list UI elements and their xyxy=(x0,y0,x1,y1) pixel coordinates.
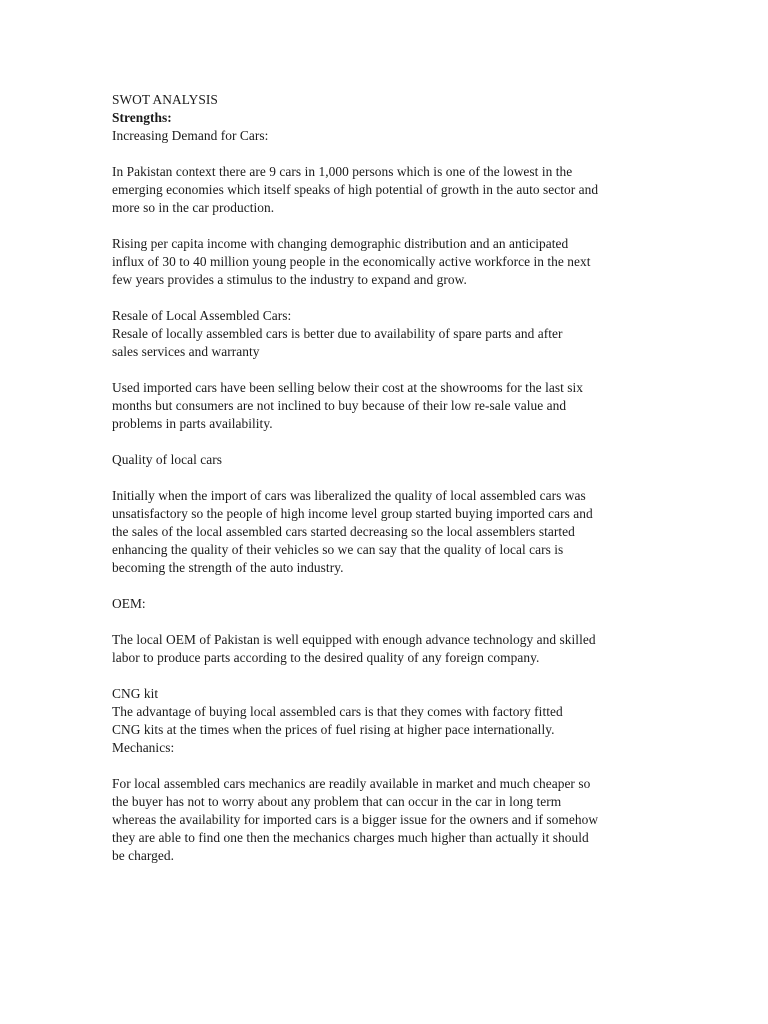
text-line: they are able to find one then the mechanics charges much higher than actually it should xyxy=(112,830,589,845)
text-line: Initially when the import of cars was liberalized the quality of local assembled cars was xyxy=(112,488,586,503)
text-line: emerging economies which itself speaks of high potential of growth in the auto sector and xyxy=(112,182,599,197)
paragraph xyxy=(112,631,662,667)
text-line: In Pakistan context there are 9 cars in 1,000 persons which is one of the lowest in the xyxy=(112,164,573,179)
text-line: becoming the strength of the auto industry. xyxy=(112,560,344,575)
strengths-heading: Strengths: xyxy=(112,110,172,125)
text-line: For local assembled cars mechanics are readily available in market and much cheaper so xyxy=(112,776,591,791)
paragraph xyxy=(112,487,662,577)
text-line: CNG kits at the times when the prices of fuel rising at higher pace internationally. xyxy=(112,722,555,737)
text-line: Rising per capita income with changing demographic distribution and an anticipated xyxy=(112,236,569,251)
text-line: enhancing the quality of their vehicles so we can say that the quality of local cars is xyxy=(112,542,564,557)
text-line: Used imported cars have been selling below their cost at the showrooms for the last six xyxy=(112,380,584,395)
section-heading-oem: OEM: xyxy=(112,596,146,611)
section-heading-mechanics: Mechanics: xyxy=(112,740,175,755)
text-line: The advantage of buying local assembled cars is that they comes with factory fitted xyxy=(112,704,563,719)
paragraph xyxy=(112,163,662,217)
text-line: be charged. xyxy=(112,848,175,863)
paragraph xyxy=(112,703,662,739)
document-page xyxy=(112,91,662,865)
paragraph xyxy=(112,325,662,361)
section-heading-demand: Increasing Demand for Cars: xyxy=(112,128,269,143)
text-line: the buyer has not to worry about any problem that can occur in the car in long term xyxy=(112,794,562,809)
text-line: few years provides a stimulus to the industry to expand and grow. xyxy=(112,272,467,287)
document-title: SWOT ANALYSIS xyxy=(112,92,218,107)
paragraph xyxy=(112,235,662,289)
text-line: The local OEM of Pakistan is well equipped with enough advance technology and skilled xyxy=(112,632,596,647)
text-line: influx of 30 to 40 million young people in the economically active workforce in the next xyxy=(112,254,591,269)
text-line: labor to produce parts according to the desired quality of any foreign company. xyxy=(112,650,540,665)
section-heading-resale: Resale of Local Assembled Cars: xyxy=(112,308,292,323)
text-line: sales services and warranty xyxy=(112,344,260,359)
text-line: problems in parts availability. xyxy=(112,416,273,431)
text-line: unsatisfactory so the people of high income level group started buying imported cars and xyxy=(112,506,593,521)
paragraph xyxy=(112,379,662,433)
section-heading-quality: Quality of local cars xyxy=(112,452,222,467)
text-line: whereas the availability for imported cars is a bigger issue for the owners and if somehow xyxy=(112,812,599,827)
section-heading-cng: CNG kit xyxy=(112,686,159,701)
text-line: months but consumers are not inclined to buy because of their low re-sale value and xyxy=(112,398,567,413)
text-line: the sales of the local assembled cars started decreasing so the local assemblers started xyxy=(112,524,575,539)
text-line: more so in the car production. xyxy=(112,200,275,215)
text-line: Resale of locally assembled cars is better due to availability of spare parts and after xyxy=(112,326,563,341)
paragraph xyxy=(112,775,662,865)
